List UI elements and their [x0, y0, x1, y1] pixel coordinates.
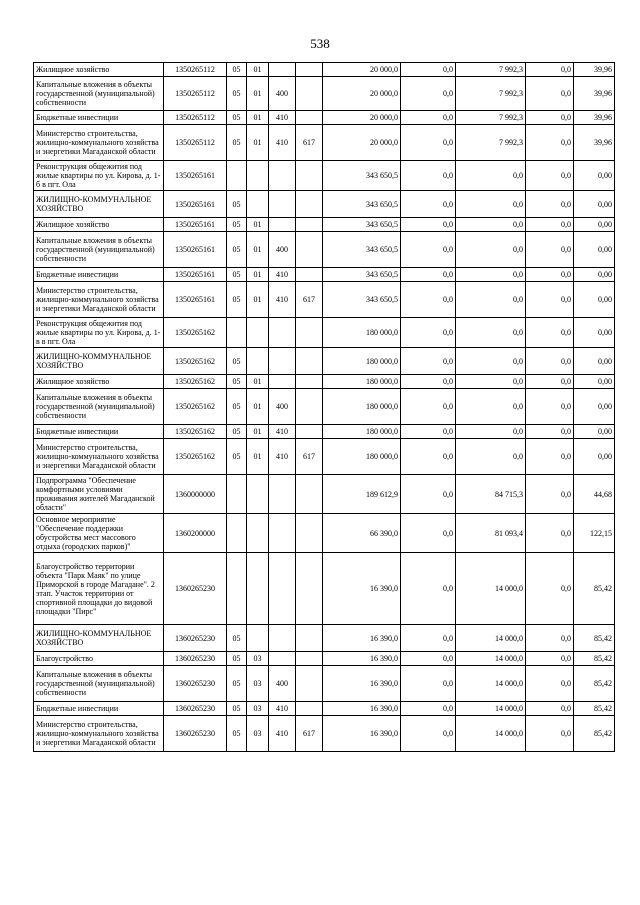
amount-2-cell: 0,0: [401, 652, 456, 666]
execution-percent-cell: 85,42: [574, 652, 615, 666]
grbs-code-cell: [296, 475, 323, 514]
section-cell: 05: [227, 425, 247, 439]
amount-2-cell: 0,0: [401, 125, 456, 161]
approved-amount-cell: 16 390,0: [323, 652, 401, 666]
subsection-cell: 01: [247, 282, 269, 318]
execution-percent-cell: 0,00: [574, 268, 615, 282]
row-name-cell: Министерство строительства, жилищно-коммунального хозяйства и энергетики Магаданской области: [34, 282, 164, 318]
executed-amount-cell: 81 093,4: [456, 514, 526, 553]
executed-amount-cell: 14 000,0: [456, 652, 526, 666]
target-code-cell: 1350265161: [164, 161, 227, 191]
grbs-code-cell: [296, 652, 323, 666]
expense-type-cell: 410: [269, 716, 296, 752]
row-name-cell: Капитальные вложения в объекты государственной (муниципальной) собственности: [34, 666, 164, 702]
subsection-cell: 01: [247, 439, 269, 475]
row-name-cell: Бюджетные инвестиции: [34, 268, 164, 282]
expense-type-cell: [269, 191, 296, 218]
section-cell: 05: [227, 282, 247, 318]
row-name-cell: Капитальные вложения в объекты государственной (муниципальной) собственности: [34, 389, 164, 425]
row-name-cell: Бюджетные инвестиции: [34, 425, 164, 439]
amount-4-cell: 0,0: [526, 218, 574, 232]
expense-type-cell: 410: [269, 111, 296, 125]
amount-2-cell: 0,0: [401, 161, 456, 191]
section-cell: [227, 318, 247, 348]
executed-amount-cell: 0,0: [456, 375, 526, 389]
table-row: [34, 702, 615, 716]
amount-2-cell: 0,0: [401, 514, 456, 553]
subsection-cell: [247, 161, 269, 191]
table-row: [34, 425, 615, 439]
approved-amount-cell: 20 000,0: [323, 125, 401, 161]
amount-4-cell: 0,0: [526, 389, 574, 425]
executed-amount-cell: 14 000,0: [456, 666, 526, 702]
subsection-cell: 01: [247, 77, 269, 111]
target-code-cell: 1350265161: [164, 282, 227, 318]
target-code-cell: 1350265162: [164, 425, 227, 439]
amount-4-cell: 0,0: [526, 77, 574, 111]
subsection-cell: [247, 348, 269, 375]
grbs-code-cell: [296, 625, 323, 652]
row-name-cell: Капитальные вложения в объекты государственной (муниципальной) собственности: [34, 232, 164, 268]
approved-amount-cell: 16 390,0: [323, 716, 401, 752]
row-name-cell: Бюджетные инвестиции: [34, 111, 164, 125]
amount-2-cell: 0,0: [401, 77, 456, 111]
amount-2-cell: 0,0: [401, 218, 456, 232]
row-name-cell: Подпрограмма "Обеспечение комфортными условиями проживания жителей Магаданской области": [34, 475, 164, 514]
executed-amount-cell: 7 992,3: [456, 63, 526, 77]
approved-amount-cell: 180 000,0: [323, 318, 401, 348]
target-code-cell: 1360265230: [164, 625, 227, 652]
approved-amount-cell: 180 000,0: [323, 439, 401, 475]
approved-amount-cell: 16 390,0: [323, 553, 401, 625]
executed-amount-cell: 0,0: [456, 348, 526, 375]
amount-2-cell: 0,0: [401, 389, 456, 425]
executed-amount-cell: 0,0: [456, 389, 526, 425]
section-cell: 05: [227, 375, 247, 389]
approved-amount-cell: 180 000,0: [323, 348, 401, 375]
table-row: [34, 282, 615, 318]
executed-amount-cell: 7 992,3: [456, 125, 526, 161]
grbs-code-cell: 617: [296, 439, 323, 475]
row-name-cell: Капитальные вложения в объекты государственной (муниципальной) собственности: [34, 77, 164, 111]
grbs-code-cell: [296, 111, 323, 125]
table-row: [34, 232, 615, 268]
execution-percent-cell: 0,00: [574, 439, 615, 475]
amount-4-cell: 0,0: [526, 716, 574, 752]
amount-2-cell: 0,0: [401, 111, 456, 125]
target-code-cell: 1350265161: [164, 232, 227, 268]
grbs-code-cell: [296, 553, 323, 625]
subsection-cell: 01: [247, 268, 269, 282]
grbs-code-cell: [296, 702, 323, 716]
row-name-cell: ЖИЛИЩНО-КОММУНАЛЬНОЕ ХОЗЯЙСТВО: [34, 191, 164, 218]
grbs-code-cell: [296, 514, 323, 553]
expense-type-cell: [269, 161, 296, 191]
row-name-cell: Министерство строительства, жилищно-коммунального хозяйства и энергетики Магаданской области: [34, 716, 164, 752]
subsection-cell: 01: [247, 125, 269, 161]
expense-type-cell: 410: [269, 439, 296, 475]
table-row: [34, 716, 615, 752]
grbs-code-cell: [296, 389, 323, 425]
amount-4-cell: 0,0: [526, 666, 574, 702]
amount-4-cell: 0,0: [526, 282, 574, 318]
row-name-cell: ЖИЛИЩНО-КОММУНАЛЬНОЕ ХОЗЯЙСТВО: [34, 625, 164, 652]
subsection-cell: 01: [247, 232, 269, 268]
page-number: 538: [310, 36, 330, 51]
amount-2-cell: 0,0: [401, 232, 456, 268]
grbs-code-cell: [296, 375, 323, 389]
expense-type-cell: [269, 348, 296, 375]
target-code-cell: 1360265230: [164, 652, 227, 666]
subsection-cell: [247, 318, 269, 348]
row-name-cell: Бюджетные инвестиции: [34, 702, 164, 716]
grbs-code-cell: [296, 232, 323, 268]
target-code-cell: 1350265161: [164, 268, 227, 282]
amount-4-cell: 0,0: [526, 375, 574, 389]
expense-type-cell: [269, 63, 296, 77]
amount-2-cell: 0,0: [401, 666, 456, 702]
execution-percent-cell: 0,00: [574, 389, 615, 425]
section-cell: 05: [227, 268, 247, 282]
amount-4-cell: 0,0: [526, 514, 574, 553]
amount-4-cell: 0,0: [526, 111, 574, 125]
amount-4-cell: 0,0: [526, 553, 574, 625]
approved-amount-cell: 66 390,0: [323, 514, 401, 553]
amount-2-cell: 0,0: [401, 702, 456, 716]
table-row: [34, 77, 615, 111]
row-name-cell: Жилищное хозяйство: [34, 218, 164, 232]
approved-amount-cell: 180 000,0: [323, 425, 401, 439]
amount-2-cell: 0,0: [401, 716, 456, 752]
expense-type-cell: [269, 218, 296, 232]
section-cell: 05: [227, 63, 247, 77]
subsection-cell: 01: [247, 111, 269, 125]
table-row: [34, 111, 615, 125]
subsection-cell: 03: [247, 666, 269, 702]
table-row: [34, 191, 615, 218]
expense-type-cell: [269, 475, 296, 514]
row-name-cell: Реконструкция общежития под жилые квартиры по ул. Кирова, д. 1-в в пгт. Ола: [34, 318, 164, 348]
approved-amount-cell: 343 650,5: [323, 282, 401, 318]
subsection-cell: 01: [247, 218, 269, 232]
section-cell: 05: [227, 77, 247, 111]
execution-percent-cell: 0,00: [574, 218, 615, 232]
executed-amount-cell: 0,0: [456, 268, 526, 282]
amount-4-cell: 0,0: [526, 348, 574, 375]
executed-amount-cell: 84 715,3: [456, 475, 526, 514]
table-row: [34, 439, 615, 475]
approved-amount-cell: 343 650,5: [323, 218, 401, 232]
table-row: [34, 514, 615, 553]
target-code-cell: 1360265230: [164, 716, 227, 752]
subsection-cell: 01: [247, 375, 269, 389]
execution-percent-cell: 0,00: [574, 282, 615, 318]
section-cell: 05: [227, 348, 247, 375]
amount-2-cell: 0,0: [401, 439, 456, 475]
target-code-cell: 1350265112: [164, 77, 227, 111]
budget-table: [33, 62, 615, 752]
executed-amount-cell: 14 000,0: [456, 716, 526, 752]
grbs-code-cell: [296, 348, 323, 375]
approved-amount-cell: 343 650,5: [323, 161, 401, 191]
approved-amount-cell: 20 000,0: [323, 111, 401, 125]
grbs-code-cell: [296, 218, 323, 232]
execution-percent-cell: 85,42: [574, 702, 615, 716]
table-row: [34, 375, 615, 389]
target-code-cell: 1360200000: [164, 514, 227, 553]
subsection-cell: [247, 625, 269, 652]
row-name-cell: Благоустройство: [34, 652, 164, 666]
expense-type-cell: 400: [269, 666, 296, 702]
section-cell: 05: [227, 125, 247, 161]
target-code-cell: 1350265112: [164, 111, 227, 125]
subsection-cell: 03: [247, 716, 269, 752]
executed-amount-cell: 14 000,0: [456, 702, 526, 716]
target-code-cell: 1350265162: [164, 389, 227, 425]
grbs-code-cell: [296, 425, 323, 439]
subsection-cell: 01: [247, 63, 269, 77]
executed-amount-cell: 0,0: [456, 191, 526, 218]
grbs-code-cell: [296, 666, 323, 702]
grbs-code-cell: [296, 63, 323, 77]
table-row: [34, 318, 615, 348]
table-row: [34, 553, 615, 625]
target-code-cell: 1360265230: [164, 702, 227, 716]
executed-amount-cell: 14 000,0: [456, 553, 526, 625]
expense-type-cell: 410: [269, 425, 296, 439]
expense-type-cell: 410: [269, 282, 296, 318]
expense-type-cell: [269, 652, 296, 666]
subsection-cell: 01: [247, 389, 269, 425]
section-cell: 05: [227, 191, 247, 218]
target-code-cell: 1360265230: [164, 553, 227, 625]
amount-2-cell: 0,0: [401, 318, 456, 348]
execution-percent-cell: 0,00: [574, 161, 615, 191]
approved-amount-cell: 180 000,0: [323, 389, 401, 425]
amount-4-cell: 0,0: [526, 191, 574, 218]
execution-percent-cell: 85,42: [574, 666, 615, 702]
table-row: [34, 666, 615, 702]
table-row: [34, 125, 615, 161]
execution-percent-cell: 39,96: [574, 63, 615, 77]
execution-percent-cell: 44,68: [574, 475, 615, 514]
grbs-code-cell: [296, 318, 323, 348]
amount-2-cell: 0,0: [401, 191, 456, 218]
amount-2-cell: 0,0: [401, 553, 456, 625]
approved-amount-cell: 20 000,0: [323, 77, 401, 111]
approved-amount-cell: 20 000,0: [323, 63, 401, 77]
amount-2-cell: 0,0: [401, 425, 456, 439]
approved-amount-cell: 189 612,9: [323, 475, 401, 514]
executed-amount-cell: 0,0: [456, 439, 526, 475]
table-row: [34, 625, 615, 652]
approved-amount-cell: 16 390,0: [323, 702, 401, 716]
expense-type-cell: 410: [269, 268, 296, 282]
target-code-cell: 1350265161: [164, 218, 227, 232]
section-cell: 05: [227, 625, 247, 652]
section-cell: 05: [227, 716, 247, 752]
row-name-cell: Жилищное хозяйство: [34, 375, 164, 389]
row-name-cell: Основное мероприятие "Обеспечение поддержки обустройства мест массового отдыха (городских парков)": [34, 514, 164, 553]
table-row: [34, 389, 615, 425]
expense-type-cell: [269, 553, 296, 625]
subsection-cell: [247, 475, 269, 514]
row-name-cell: ЖИЛИЩНО-КОММУНАЛЬНОЕ ХОЗЯЙСТВО: [34, 348, 164, 375]
execution-percent-cell: 0,00: [574, 375, 615, 389]
section-cell: [227, 475, 247, 514]
section-cell: [227, 161, 247, 191]
execution-percent-cell: 85,42: [574, 716, 615, 752]
subsection-cell: [247, 191, 269, 218]
expense-type-cell: 410: [269, 702, 296, 716]
approved-amount-cell: 16 390,0: [323, 666, 401, 702]
grbs-code-cell: [296, 191, 323, 218]
execution-percent-cell: 0,00: [574, 318, 615, 348]
grbs-code-cell: 617: [296, 716, 323, 752]
amount-4-cell: 0,0: [526, 161, 574, 191]
row-name-cell: Министерство строительства, жилищно-коммунального хозяйства и энергетики Магаданской области: [34, 439, 164, 475]
section-cell: 05: [227, 666, 247, 702]
section-cell: 05: [227, 652, 247, 666]
approved-amount-cell: 343 650,5: [323, 232, 401, 268]
amount-2-cell: 0,0: [401, 375, 456, 389]
table-row: [34, 161, 615, 191]
execution-percent-cell: 39,96: [574, 77, 615, 111]
section-cell: [227, 514, 247, 553]
execution-percent-cell: 85,42: [574, 625, 615, 652]
row-name-cell: Министерство строительства, жилищно-коммунального хозяйства и энергетики Магаданской области: [34, 125, 164, 161]
section-cell: 05: [227, 232, 247, 268]
section-cell: 05: [227, 389, 247, 425]
amount-2-cell: 0,0: [401, 282, 456, 318]
grbs-code-cell: [296, 268, 323, 282]
amount-4-cell: 0,0: [526, 625, 574, 652]
expense-type-cell: 410: [269, 125, 296, 161]
subsection-cell: [247, 514, 269, 553]
expense-type-cell: 400: [269, 389, 296, 425]
amount-2-cell: 0,0: [401, 268, 456, 282]
target-code-cell: 1360000000: [164, 475, 227, 514]
table-row: [34, 63, 615, 77]
target-code-cell: 1350265162: [164, 318, 227, 348]
executed-amount-cell: 0,0: [456, 161, 526, 191]
executed-amount-cell: 7 992,3: [456, 77, 526, 111]
execution-percent-cell: 0,00: [574, 232, 615, 268]
expense-type-cell: [269, 318, 296, 348]
grbs-code-cell: [296, 77, 323, 111]
target-code-cell: 1350265162: [164, 439, 227, 475]
section-cell: [227, 553, 247, 625]
execution-percent-cell: 39,96: [574, 111, 615, 125]
executed-amount-cell: 14 000,0: [456, 625, 526, 652]
section-cell: 05: [227, 218, 247, 232]
amount-4-cell: 0,0: [526, 232, 574, 268]
expense-type-cell: 400: [269, 232, 296, 268]
execution-percent-cell: 85,42: [574, 553, 615, 625]
target-code-cell: 1350265162: [164, 375, 227, 389]
table-row: [34, 652, 615, 666]
amount-4-cell: 0,0: [526, 439, 574, 475]
executed-amount-cell: 7 992,3: [456, 111, 526, 125]
execution-percent-cell: 39,96: [574, 125, 615, 161]
amount-4-cell: 0,0: [526, 63, 574, 77]
executed-amount-cell: 0,0: [456, 282, 526, 318]
subsection-cell: 03: [247, 702, 269, 716]
approved-amount-cell: 343 650,5: [323, 268, 401, 282]
executed-amount-cell: 0,0: [456, 318, 526, 348]
subsection-cell: 03: [247, 652, 269, 666]
expense-type-cell: [269, 514, 296, 553]
amount-4-cell: 0,0: [526, 268, 574, 282]
target-code-cell: 1350265161: [164, 191, 227, 218]
table-row: [34, 348, 615, 375]
amount-4-cell: 0,0: [526, 475, 574, 514]
grbs-code-cell: [296, 161, 323, 191]
amount-4-cell: 0,0: [526, 652, 574, 666]
target-code-cell: 1350265112: [164, 125, 227, 161]
subsection-cell: [247, 553, 269, 625]
approved-amount-cell: 16 390,0: [323, 625, 401, 652]
table-row: [34, 268, 615, 282]
amount-4-cell: 0,0: [526, 425, 574, 439]
amount-2-cell: 0,0: [401, 63, 456, 77]
section-cell: 05: [227, 702, 247, 716]
table-row: [34, 475, 615, 514]
amount-2-cell: 0,0: [401, 625, 456, 652]
amount-4-cell: 0,0: [526, 702, 574, 716]
section-cell: 05: [227, 439, 247, 475]
approved-amount-cell: 343 650,5: [323, 191, 401, 218]
row-name-cell: Благоустройство территории объекта "Парк Маяк" по улице Приморской в городе Магадане". 2 этап. Участок территории от спортивной площадки до видовой площадки "Пирс": [34, 553, 164, 625]
row-name-cell: Жилищное хозяйство: [34, 63, 164, 77]
table-row: [34, 218, 615, 232]
expense-type-cell: [269, 375, 296, 389]
expense-type-cell: 400: [269, 77, 296, 111]
subsection-cell: 01: [247, 425, 269, 439]
execution-percent-cell: 0,00: [574, 425, 615, 439]
execution-percent-cell: 0,00: [574, 348, 615, 375]
target-code-cell: 1350265162: [164, 348, 227, 375]
amount-2-cell: 0,0: [401, 475, 456, 514]
approved-amount-cell: 180 000,0: [323, 375, 401, 389]
grbs-code-cell: 617: [296, 125, 323, 161]
execution-percent-cell: 0,00: [574, 191, 615, 218]
executed-amount-cell: 0,0: [456, 232, 526, 268]
grbs-code-cell: 617: [296, 282, 323, 318]
amount-4-cell: 0,0: [526, 125, 574, 161]
execution-percent-cell: 122,15: [574, 514, 615, 553]
executed-amount-cell: 0,0: [456, 218, 526, 232]
amount-2-cell: 0,0: [401, 348, 456, 375]
amount-4-cell: 0,0: [526, 318, 574, 348]
executed-amount-cell: 0,0: [456, 425, 526, 439]
row-name-cell: Реконструкция общежития под жилые квартиры по ул. Кирова, д. 1-б в пгт. Ола: [34, 161, 164, 191]
expense-type-cell: [269, 625, 296, 652]
target-code-cell: 1350265112: [164, 63, 227, 77]
section-cell: 05: [227, 111, 247, 125]
target-code-cell: 1360265230: [164, 666, 227, 702]
